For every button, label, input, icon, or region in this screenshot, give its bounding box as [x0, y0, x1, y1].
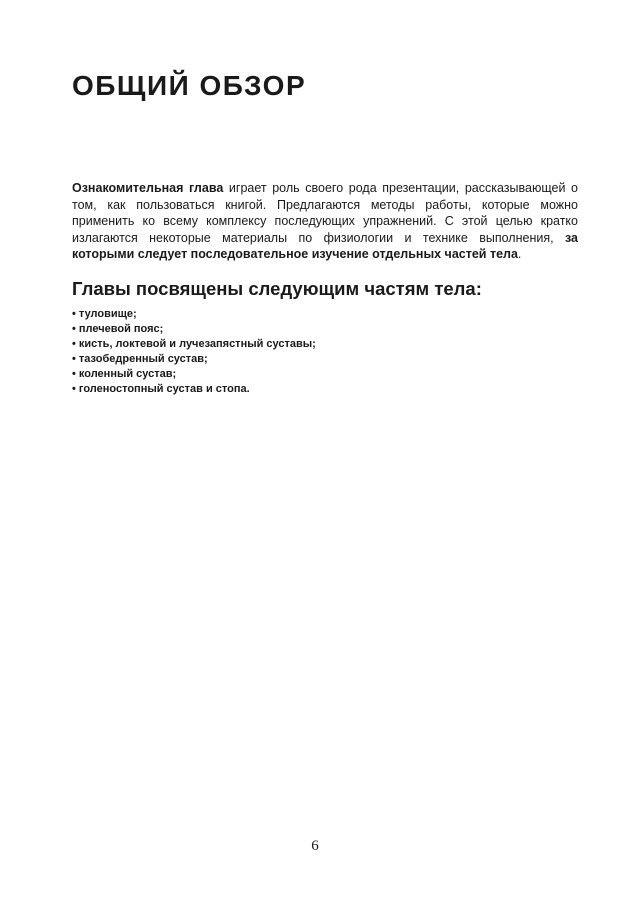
intro-bold-lead: Ознакомительная глава [72, 181, 224, 195]
intro-bold-emphasis: за которыми следует последовательное изучение отдельных частей тела [72, 230, 578, 261]
list-item: • голеностопный сустав и стопа. [72, 383, 250, 395]
intro-end: . [517, 247, 522, 261]
list-item: • туловище; [72, 308, 137, 320]
list-item: • коленный сустав; [72, 368, 177, 380]
page-number: 6 [311, 838, 319, 854]
list-item: • тазобедренный сустав; [72, 353, 208, 365]
body-parts-list [72, 307, 316, 397]
page-title: ОБЩИЙ ОБЗОР [72, 70, 307, 101]
intro-paragraph [72, 180, 578, 263]
list-item: • плечевой пояс; [72, 323, 164, 335]
intro-text: играет роль своего рода презентации, рассказывающей о том, как пользоваться книгой. Предлагаются методы работы, которые можно применить ко всему комплексу последующих упражнений. С этой целью кратко излагаются некоторые материалы по физиологии и технике выполнения, [72, 181, 578, 245]
section-heading: Главы посвящены следующим частям тела: [72, 278, 482, 299]
list-item: • кисть, локтевой и лучезапястный суставы; [72, 338, 316, 350]
